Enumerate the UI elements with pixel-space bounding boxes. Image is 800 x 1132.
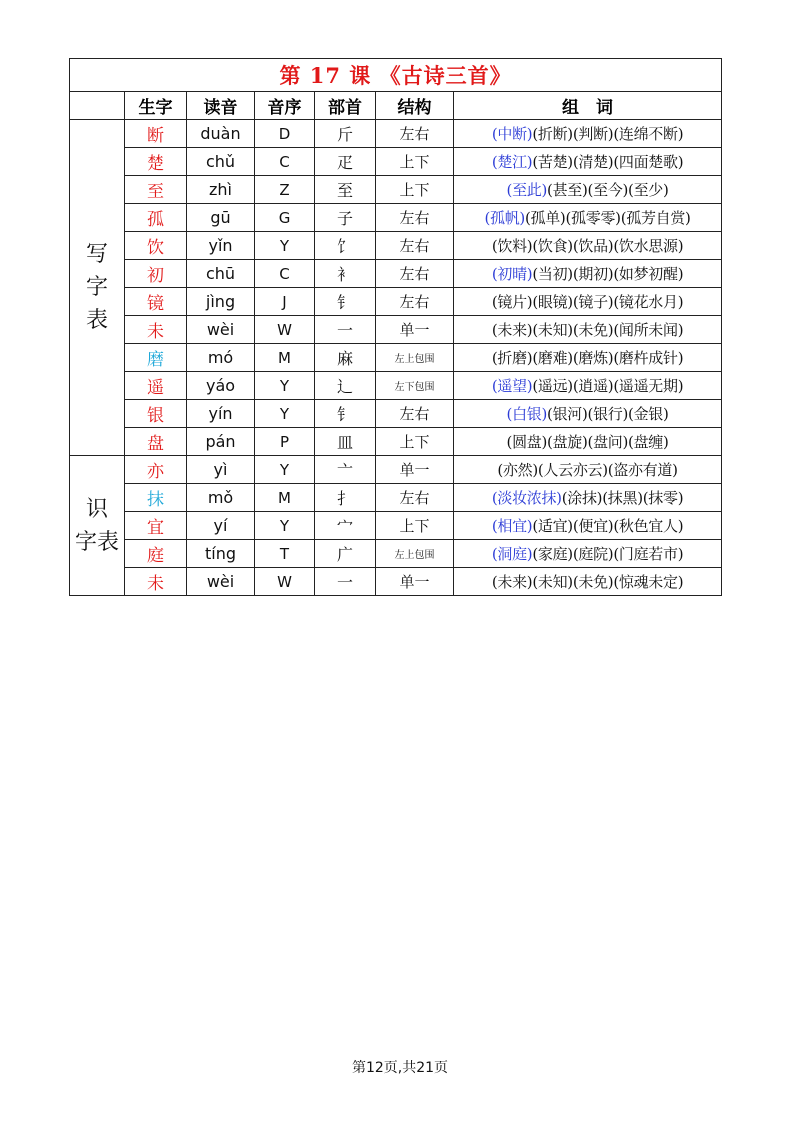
word-group-cell — [454, 540, 722, 568]
radical-cell: 宀 — [315, 512, 376, 540]
word-list: (遥远)(逍遥)(遥遥无期) — [532, 377, 684, 395]
word-group-cell — [454, 120, 722, 148]
radical-cell: 斤 — [315, 120, 376, 148]
structure-cell: 左右 — [376, 232, 454, 260]
title-row — [70, 59, 722, 92]
initial-letter-cell: Y — [255, 232, 315, 260]
radical-cell: 至 — [315, 176, 376, 204]
pinyin-cell: yí — [187, 512, 255, 540]
structure-cell: 上下 — [376, 176, 454, 204]
word-group-cell — [454, 288, 722, 316]
word-list: (适宜)(便宜)(秋色宜人) — [532, 517, 684, 535]
header-char: 生字 — [125, 92, 187, 120]
radical-cell: 钅 — [315, 400, 376, 428]
group-label-text: 识 — [85, 496, 108, 522]
table-row — [70, 400, 722, 428]
initial-letter-cell: M — [255, 344, 315, 372]
structure-cell: 左右 — [376, 204, 454, 232]
group-label-text: 写 — [85, 242, 108, 267]
header-structure: 结构 — [376, 92, 454, 120]
header-words: 组 词 — [454, 92, 722, 120]
character-cell: 楚 — [125, 148, 187, 176]
structure-cell: 上下 — [376, 148, 454, 176]
radical-cell: 一 — [315, 568, 376, 596]
structure-cell: 单一 — [376, 456, 454, 484]
radical-cell: 钅 — [315, 288, 376, 316]
radical-cell: 疋 — [315, 148, 376, 176]
initial-letter-cell: M — [255, 484, 315, 512]
radical-cell: 皿 — [315, 428, 376, 456]
page-footer: 第12页,共21页 — [351, 1060, 449, 1076]
word-group-cell — [454, 316, 722, 344]
poem-word: (至此) — [506, 181, 548, 199]
pinyin-cell: yì — [187, 456, 255, 484]
table-row — [70, 568, 722, 596]
character-cell: 饮 — [125, 232, 187, 260]
header-blank — [70, 92, 125, 120]
radical-cell: 子 — [315, 204, 376, 232]
structure-cell: 左上包围 — [376, 540, 454, 568]
table-row — [70, 204, 722, 232]
table-row — [70, 232, 722, 260]
word-list: (甚至)(至今)(至少) — [547, 181, 669, 199]
word-group-cell — [454, 512, 722, 540]
pinyin-cell: chū — [187, 260, 255, 288]
character-cell: 抹 — [125, 484, 187, 512]
pinyin-cell: wèi — [187, 568, 255, 596]
radical-cell: 扌 — [315, 484, 376, 512]
radical-cell: 辶 — [315, 372, 376, 400]
vocabulary-table — [69, 58, 722, 596]
group-label-text: 字 — [85, 275, 108, 300]
header-pinyin: 读音 — [187, 92, 255, 120]
character-cell: 亦 — [125, 456, 187, 484]
word-group-cell — [454, 344, 722, 372]
poem-word: (中断) — [491, 125, 533, 143]
character-cell: 孤 — [125, 204, 187, 232]
initial-letter-cell: W — [255, 316, 315, 344]
pinyin-cell: zhì — [187, 176, 255, 204]
initial-letter-cell: G — [255, 204, 315, 232]
radical-cell: 一 — [315, 316, 376, 344]
word-list: (亦然)(人云亦云)(盗亦有道) — [497, 461, 678, 479]
table-row — [70, 540, 722, 568]
structure-cell: 左右 — [376, 484, 454, 512]
initial-letter-cell: Y — [255, 456, 315, 484]
pinyin-cell: yǐn — [187, 232, 255, 260]
table-row — [70, 428, 722, 456]
character-cell: 遥 — [125, 372, 187, 400]
initial-letter-cell: P — [255, 428, 315, 456]
pinyin-cell: gū — [187, 204, 255, 232]
structure-cell: 左上包围 — [376, 344, 454, 372]
pinyin-cell: yín — [187, 400, 255, 428]
structure-cell: 上下 — [376, 428, 454, 456]
structure-cell: 左下包围 — [376, 372, 454, 400]
word-list: (未来)(未知)(未免)(惊魂未定) — [491, 573, 684, 591]
group-label-recognition — [70, 456, 125, 596]
character-cell: 磨 — [125, 344, 187, 372]
table-row — [70, 288, 722, 316]
header-row — [70, 92, 722, 120]
word-group-cell — [454, 400, 722, 428]
word-list: (孤单)(孤零零)(孤芳自赏) — [524, 209, 691, 227]
initial-letter-cell: Y — [255, 512, 315, 540]
word-group-cell — [454, 204, 722, 232]
initial-letter-cell: W — [255, 568, 315, 596]
pinyin-cell: yáo — [187, 372, 255, 400]
initial-letter-cell: Y — [255, 372, 315, 400]
structure-cell: 左右 — [376, 120, 454, 148]
vocabulary-sheet — [69, 58, 721, 596]
word-group-cell — [454, 260, 722, 288]
structure-cell: 上下 — [376, 512, 454, 540]
radical-cell: 衤 — [315, 260, 376, 288]
poem-word: (白银) — [506, 405, 548, 423]
word-group-cell — [454, 148, 722, 176]
initial-letter-cell: J — [255, 288, 315, 316]
table-row — [70, 176, 722, 204]
group-label-text: 字表 — [74, 529, 119, 555]
character-cell: 至 — [125, 176, 187, 204]
table-row — [70, 512, 722, 540]
word-list: (饮料)(饮食)(饮品)(饮水思源) — [491, 237, 684, 255]
character-cell: 未 — [125, 568, 187, 596]
table-row — [70, 148, 722, 176]
radical-cell: 亠 — [315, 456, 376, 484]
structure-cell: 单一 — [376, 568, 454, 596]
header-letter: 音序 — [255, 92, 315, 120]
structure-cell: 左右 — [376, 288, 454, 316]
word-list: (当初)(期初)(如梦初醒) — [532, 265, 684, 283]
word-group-cell — [454, 232, 722, 260]
radical-cell: 麻 — [315, 344, 376, 372]
structure-cell: 单一 — [376, 316, 454, 344]
radical-cell: 饣 — [315, 232, 376, 260]
pinyin-cell: pán — [187, 428, 255, 456]
header-radical: 部首 — [315, 92, 376, 120]
character-cell: 宜 — [125, 512, 187, 540]
character-cell: 初 — [125, 260, 187, 288]
initial-letter-cell: C — [255, 148, 315, 176]
pinyin-cell: jìng — [187, 288, 255, 316]
word-list: (折断)(判断)(连绵不断) — [532, 125, 684, 143]
word-list: (银河)(银行)(金银) — [547, 405, 669, 423]
word-list: (圆盘)(盘旋)(盘问)(盘缠) — [506, 433, 669, 451]
group-label-text: 表 — [85, 308, 108, 333]
word-group-cell — [454, 456, 722, 484]
word-group-cell — [454, 372, 722, 400]
word-group-cell — [454, 428, 722, 456]
character-cell: 镜 — [125, 288, 187, 316]
pinyin-cell: wèi — [187, 316, 255, 344]
word-group-cell — [454, 568, 722, 596]
pinyin-cell: mǒ — [187, 484, 255, 512]
structure-cell: 左右 — [376, 260, 454, 288]
initial-letter-cell: T — [255, 540, 315, 568]
table-row — [70, 260, 722, 288]
pinyin-cell: mó — [187, 344, 255, 372]
character-cell: 盘 — [125, 428, 187, 456]
word-group-cell — [454, 484, 722, 512]
group-label-writing — [70, 120, 125, 456]
character-cell: 银 — [125, 400, 187, 428]
structure-cell: 左右 — [376, 400, 454, 428]
poem-word: (楚江) — [491, 153, 533, 171]
poem-word: (孤帆) — [484, 209, 525, 227]
pinyin-cell: tíng — [187, 540, 255, 568]
character-cell: 未 — [125, 316, 187, 344]
character-cell: 庭 — [125, 540, 187, 568]
poem-word: (洞庭) — [491, 545, 533, 563]
table-row — [70, 372, 722, 400]
table-row — [70, 120, 722, 148]
lesson-title: 第 17 课 《古诗三首》 — [70, 59, 722, 92]
character-cell: 断 — [125, 120, 187, 148]
radical-cell: 广 — [315, 540, 376, 568]
initial-letter-cell: Z — [255, 176, 315, 204]
poem-word: (遥望) — [491, 377, 533, 395]
table-row — [70, 316, 722, 344]
word-group-cell — [454, 176, 722, 204]
word-list: (家庭)(庭院)(门庭若市) — [532, 545, 684, 563]
poem-word: (初晴) — [491, 265, 533, 283]
poem-word: (相宜) — [491, 517, 533, 535]
initial-letter-cell: D — [255, 120, 315, 148]
table-row — [70, 456, 722, 484]
table-row — [70, 484, 722, 512]
pinyin-cell: duàn — [187, 120, 255, 148]
table-row — [70, 344, 722, 372]
word-list: (苦楚)(清楚)(四面楚歌) — [532, 153, 684, 171]
initial-letter-cell: Y — [255, 400, 315, 428]
pinyin-cell: chǔ — [187, 148, 255, 176]
word-list: (折磨)(磨难)(磨炼)(磨杵成针) — [491, 349, 684, 367]
initial-letter-cell: C — [255, 260, 315, 288]
word-list: (镜片)(眼镜)(镜子)(镜花水月) — [491, 293, 684, 311]
word-list: (涂抹)(抹黑)(抹零) — [561, 489, 684, 507]
word-list: (未来)(未知)(未免)(闻所未闻) — [491, 321, 684, 339]
poem-word: (淡妆浓抹) — [491, 489, 562, 507]
